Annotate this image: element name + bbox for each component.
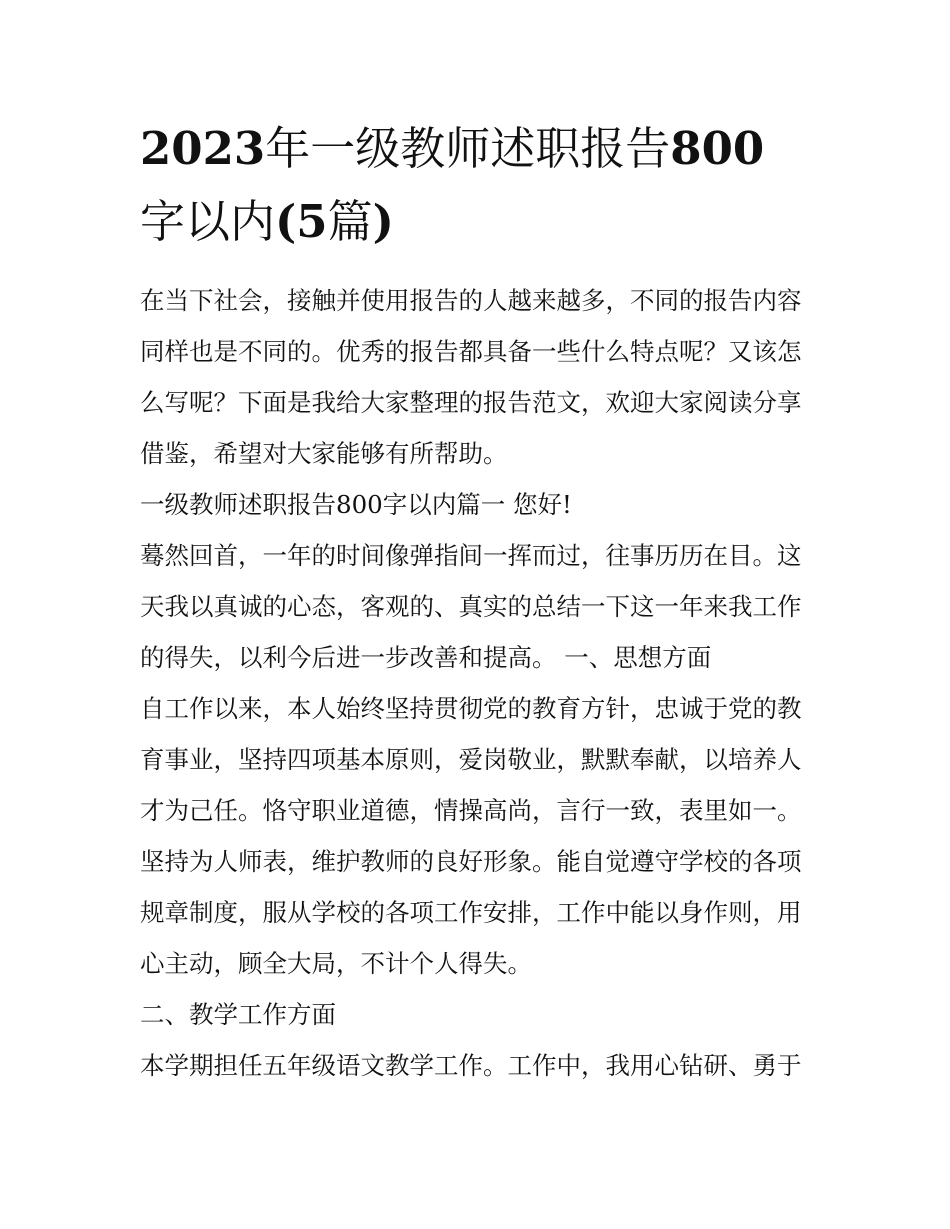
section-heading-line: 二、教学工作方面 — [140, 1000, 336, 1029]
document-title — [140, 112, 820, 258]
text-line: 在当下社会，接触并使用报告的人越来越多，不同的报告内容 — [140, 286, 802, 315]
text-line: 自工作以来，本人始终坚持贯彻党的教育方针，忠诚于党的教 — [140, 694, 802, 723]
section-heading-line: 一级教师述职报告800字以内篇一 您好! — [140, 490, 572, 519]
title-line-1: 2023年一级教师述职报告800 — [140, 122, 765, 175]
text-line: 天我以真诚的心态，客观的、真实的总结一下这一年来我工作 — [140, 592, 802, 621]
text-line: 么写呢？下面是我给大家整理的报告范文，欢迎大家阅读分享 — [140, 388, 802, 417]
text-line: 同样也是不同的。优秀的报告都具备一些什么特点呢？又该怎 — [140, 337, 802, 366]
document-body — [140, 275, 830, 1091]
text-line: 的得失，以利今后进一步改善和提高。 一、思想方面 — [140, 643, 712, 672]
text-line: 规章制度，服从学校的各项工作安排，工作中能以身作则，用 — [140, 898, 802, 927]
text-line: 坚持为人师表，维护教师的良好形象。能自觉遵守学校的各项 — [140, 847, 802, 876]
text-line: 蓦然回首，一年的时间像弹指间一挥而过，往事历历在目。这 — [140, 541, 802, 570]
text-line: 心主动，顾全大局，不计个人得失。 — [140, 949, 532, 978]
text-line: 育事业，坚持四项基本原则，爱岗敬业，默默奉献，以培养人 — [140, 745, 802, 774]
title-line-2: 字以内(5篇) — [140, 195, 394, 248]
text-line: 借鉴，希望对大家能够有所帮助。 — [140, 439, 508, 468]
text-line: 才为己任。恪守职业道德，情操高尚，言行一致，表里如一。 — [140, 796, 802, 825]
text-line: 本学期担任五年级语文教学工作。工作中，我用心钻研、勇于 — [140, 1051, 802, 1080]
